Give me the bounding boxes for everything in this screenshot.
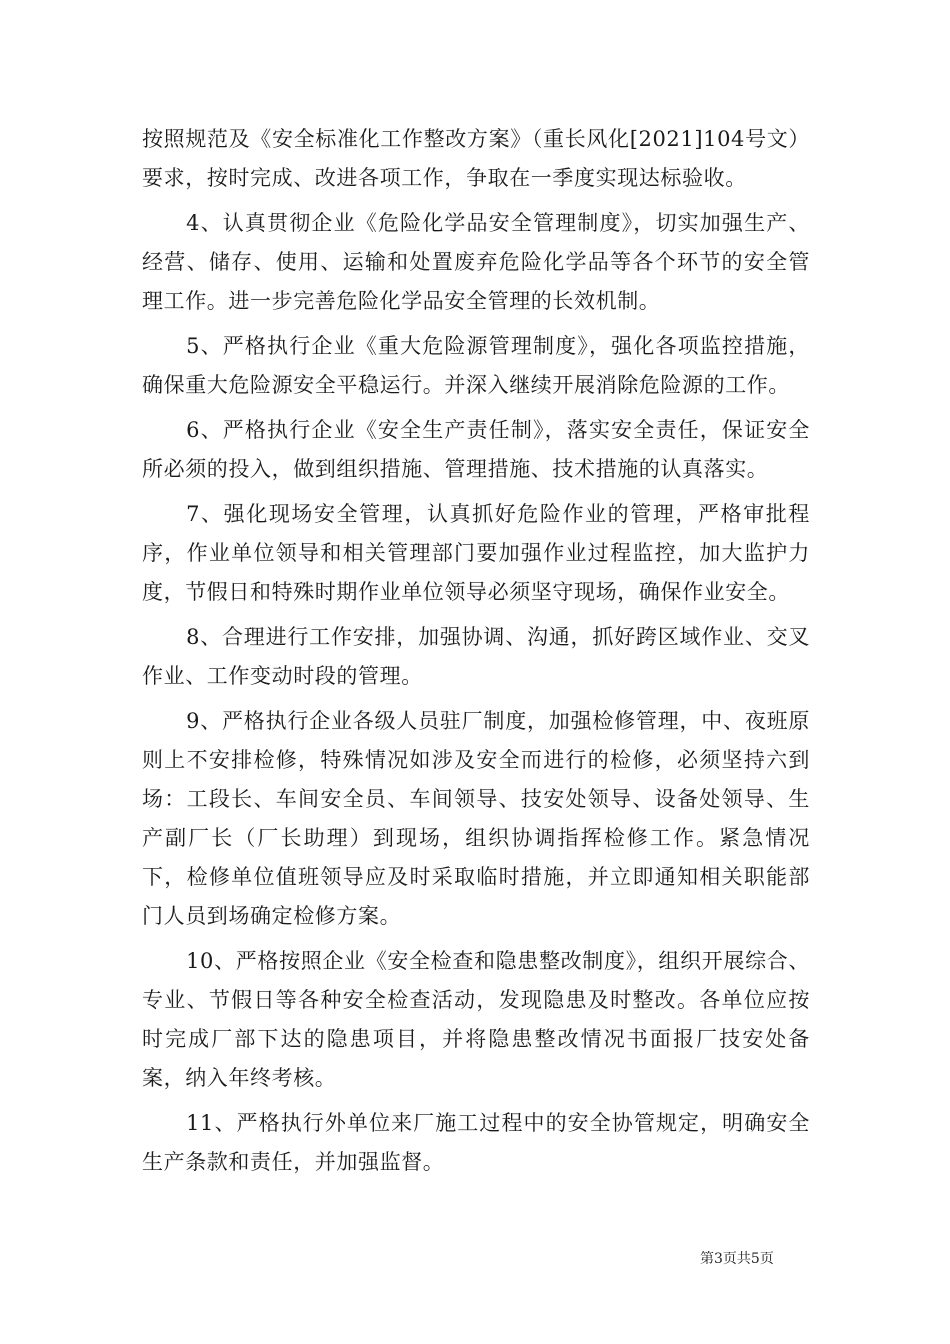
- page-number: 第3页共5页: [700, 1251, 774, 1267]
- paragraph-item-9: 9、严格执行企业各级人员驻厂制度，加强检修管理，中、夜班原则上不安排检修，特殊情况如涉及安全而进行的检修，必须坚持六到场：工段长、车间安全员、车间领导、技安处领导、设备处领导、生产副厂长（厂长助理）到现场，组织协调指挥检修工作。紧急情况下，检修单位值班领导应及时采取临时措施，并立即通知相关职能部门人员到场确定检修方案。: [142, 709, 810, 928]
- paragraph-item-6: 6、严格执行企业《安全生产责任制》，落实安全责任，保证安全所必须的投入，做到组织措施、管理措施、技术措施的认真落实。: [142, 418, 810, 481]
- paragraph-continued: 按照规范及《安全标准化工作整改方案》（重长风化[2021]104号文）要求，按时完成、改进各项工作，争取在一季度实现达标验收。: [142, 127, 810, 190]
- paragraph-item-11: 11、严格执行外单位来厂施工过程中的安全协管规定，明确安全生产条款和责任，并加强监督。: [142, 1111, 810, 1174]
- paragraph-item-5: 5、严格执行企业《重大危险源管理制度》，强化各项监控措施，确保重大危险源安全平稳运行。并深入继续开展消除危险源的工作。: [142, 334, 810, 397]
- paragraph-item-8: 8、合理进行工作安排，加强协调、沟通，抓好跨区域作业、交叉作业、工作变动时段的管理。: [142, 625, 810, 688]
- paragraph-item-10: 10、严格按照企业《安全检查和隐患整改制度》，组织开展综合、专业、节假日等各种安全检查活动，发现隐患及时整改。各单位应按时完成厂部下达的隐患项目，并将隐患整改情况书面报厂技安处备案，纳入年终考核。: [142, 949, 810, 1090]
- document-body: [142, 120, 810, 1188]
- paragraph-item-7: 7、强化现场安全管理，认真抓好危险作业的管理，严格审批程序，作业单位领导和相关管理部门要加强作业过程监控，加大监护力度，节假日和特殊时期作业单位领导必须坚守现场，确保作业安全。: [142, 502, 810, 604]
- paragraph-item-4: 4、认真贯彻企业《危险化学品安全管理制度》，切实加强生产、经营、储存、使用、运输和处置废弃危险化学品等各个环节的安全管理工作。进一步完善危险化学品安全管理的长效机制。: [142, 211, 810, 313]
